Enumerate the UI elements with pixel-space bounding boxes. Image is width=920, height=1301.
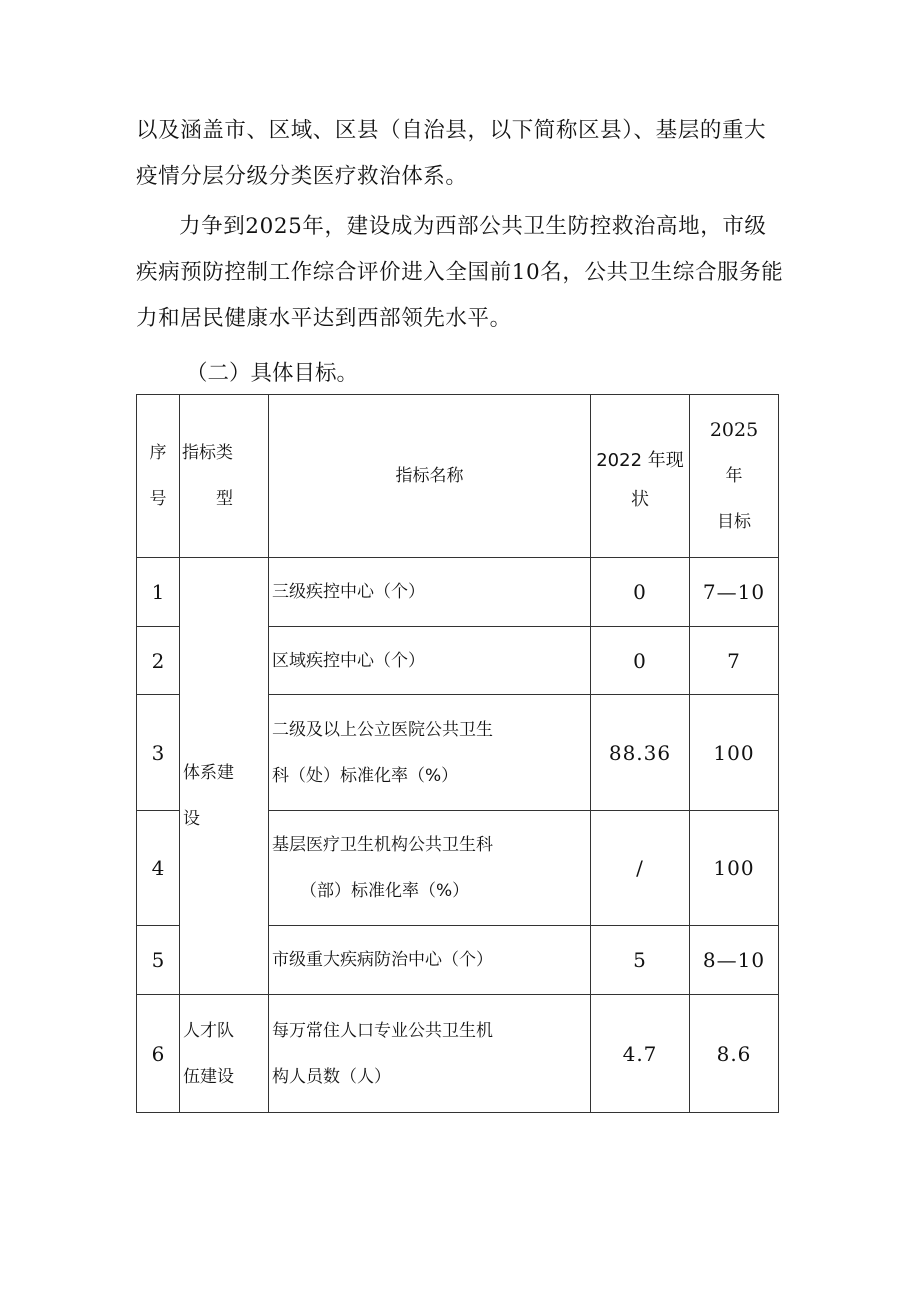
row-current: / [591, 811, 690, 926]
row-current: 0 [591, 558, 690, 627]
row-current: 88.36 [591, 695, 690, 811]
group-system-building: 体系建 设 [180, 558, 269, 995]
row-name: 每万常住人口专业公共卫生机 构人员数（人） [269, 995, 591, 1113]
header-seq: 序 号 [137, 395, 180, 558]
row-current: 5 [591, 926, 690, 995]
row-target: 7 [690, 627, 779, 695]
header-type: 指标类 型 [180, 395, 269, 558]
header-target: 2025 年 目标 [690, 395, 779, 558]
row-target: 100 [690, 695, 779, 811]
row-name: 区域疾控中心（个） [269, 627, 591, 695]
row-current: 4.7 [591, 995, 690, 1113]
goals-table [136, 394, 779, 1113]
table-row [137, 558, 779, 627]
row-seq: 4 [137, 811, 180, 926]
row-target: 8.6 [690, 995, 779, 1113]
row-target: 8—10 [690, 926, 779, 995]
row-seq: 1 [137, 558, 180, 627]
header-name: 指标名称 [269, 395, 591, 558]
row-target: 100 [690, 811, 779, 926]
table-header-row [137, 395, 779, 558]
row-name: 基层医疗卫生机构公共卫生科 （部）标准化率（%） [269, 811, 591, 926]
row-name: 市级重大疾病防治中心（个） [269, 926, 591, 995]
row-name: 三级疾控中心（个） [269, 558, 591, 627]
row-target: 7—10 [690, 558, 779, 627]
table-row [137, 995, 779, 1113]
row-seq: 5 [137, 926, 180, 995]
row-seq: 2 [137, 627, 180, 695]
group-talent-building: 人才队 伍建设 [180, 995, 269, 1113]
section-heading-specific-goals: （二）具体目标。 [186, 361, 359, 386]
row-seq: 3 [137, 695, 180, 811]
row-name: 二级及以上公立医院公共卫生 科（处）标准化率（%） [269, 695, 591, 811]
header-current: 2022 年现 状 [591, 395, 690, 558]
paragraph-system: 以及涵盖市、区域、区县（自治县，以下简称区县）、基层的重大疫情分层分级分类医疗救治体系。 [136, 118, 767, 189]
row-current: 0 [591, 627, 690, 695]
row-seq: 6 [137, 995, 180, 1113]
paragraph-goal-2025: 力争到2025年，建设成为西部公共卫生防控救治高地，市级疾病预防控制工作综合评价进入全国前10名，公共卫生综合服务能力和居民健康水平达到西部领先水平。 [136, 214, 784, 331]
